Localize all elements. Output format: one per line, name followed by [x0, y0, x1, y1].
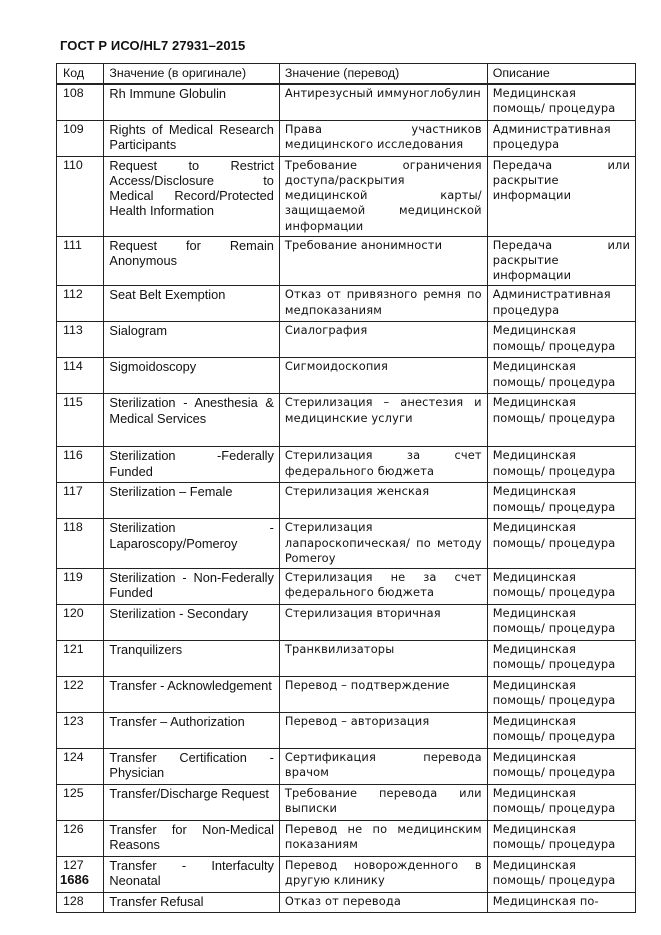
cell-code: 123 [57, 712, 104, 748]
cell-translation: Права участников медицинского исследования [279, 120, 487, 156]
cell-translation: Отказ от привязного ремня по медпоказаниям [279, 286, 487, 322]
cell-translation: Перевод новорожденного в другую клинику [279, 856, 487, 892]
cell-code: 121 [57, 640, 104, 676]
cell-description: Медицинская помощь/ процедура [487, 483, 635, 519]
column-header-translation: Значение (перевод) [279, 64, 487, 85]
cell-description: Медицинская помощь/ процедура [487, 712, 635, 748]
table-row [57, 322, 636, 358]
table-header [57, 64, 636, 85]
cell-original: Transfer – Authorization [104, 712, 280, 748]
cell-translation: Сигмоидоскопия [279, 358, 487, 394]
column-header-code: Код [57, 64, 104, 85]
cell-translation: Перевод – авторизация [279, 712, 487, 748]
cell-translation: Отказ от перевода [279, 892, 487, 912]
cell-description: Медицинская помощь/ процедура [487, 640, 635, 676]
cell-code: 112 [57, 286, 104, 322]
table-row [57, 358, 636, 394]
cell-code: 108 [57, 84, 104, 120]
cell-original: Transfer - Acknowledgement [104, 676, 280, 712]
cell-translation: Сертификация перевода врачом [279, 748, 487, 784]
codes-table [56, 63, 636, 913]
cell-translation: Перевод не по медицинским показаниям [279, 820, 487, 856]
table-row [57, 676, 636, 712]
table-row [57, 236, 636, 286]
cell-original: Transfer - Interfaculty Neonatal [104, 856, 280, 892]
cell-description: Медицинская помощь/ процедура [487, 394, 635, 447]
cell-description: Медицинская помощь/ процедура [487, 84, 635, 120]
table-row [57, 820, 636, 856]
table-row [57, 447, 636, 483]
cell-original: Sialogram [104, 322, 280, 358]
cell-translation: Перевод – подтверждение [279, 676, 487, 712]
cell-translation: Требование анонимности [279, 236, 487, 286]
table-header-row [57, 64, 636, 85]
cell-translation: Стерилизация за счет федерального бюджета [279, 447, 487, 483]
cell-translation: Антирезусный иммуноглобулин [279, 84, 487, 120]
cell-original: Sterilization – Female [104, 483, 280, 519]
table-row [57, 892, 636, 912]
table-body [57, 84, 636, 912]
table-row [57, 856, 636, 892]
cell-code: 124 [57, 748, 104, 784]
cell-code: 113 [57, 322, 104, 358]
cell-translation: Стерилизация не за счет федерального бюджета [279, 568, 487, 604]
cell-original: Rights of Medical Research Participants [104, 120, 280, 156]
cell-description: Передача или раскрытие информации [487, 236, 635, 286]
cell-description: Медицинская помощь/ процедура [487, 820, 635, 856]
cell-description: Медицинская помощь/ процедура [487, 604, 635, 640]
cell-description: Передача или раскрытие информации [487, 156, 635, 236]
cell-original: Sterilization - Laparoscopy/Pomeroy [104, 519, 280, 569]
cell-translation: Требование перевода или выписки [279, 784, 487, 820]
cell-code: 122 [57, 676, 104, 712]
cell-translation: Транквилизаторы [279, 640, 487, 676]
table-row [57, 568, 636, 604]
cell-code: 118 [57, 519, 104, 569]
cell-original: Rh Immune Globulin [104, 84, 280, 120]
cell-original: Transfer Certification - Physician [104, 748, 280, 784]
cell-description: Медицинская помощь/ процедура [487, 856, 635, 892]
table-row [57, 604, 636, 640]
table-row [57, 84, 636, 120]
cell-original: Transfer Refusal [104, 892, 280, 912]
cell-code: 116 [57, 447, 104, 483]
cell-translation: Стерилизация лапароскопическая/ по методу Pomeroy [279, 519, 487, 569]
cell-code: 110 [57, 156, 104, 236]
cell-description: Медицинская по- [487, 892, 635, 912]
table-row [57, 394, 636, 447]
table-row [57, 712, 636, 748]
cell-description: Медицинская помощь/ процедура [487, 519, 635, 569]
cell-original: Request for Remain Anonymous [104, 236, 280, 286]
cell-code: 114 [57, 358, 104, 394]
cell-original: Seat Belt Exemption [104, 286, 280, 322]
cell-description: Административная процедура [487, 120, 635, 156]
column-header-original: Значение (в оригинале) [104, 64, 280, 85]
cell-original: Transfer/Discharge Request [104, 784, 280, 820]
table-row [57, 286, 636, 322]
table-row [57, 483, 636, 519]
cell-code: 115 [57, 394, 104, 447]
cell-original: Sterilization -Federally Funded [104, 447, 280, 483]
cell-translation: Стерилизация женская [279, 483, 487, 519]
cell-description: Медицинская помощь/ процедура [487, 358, 635, 394]
cell-description: Медицинская помощь/ процедура [487, 322, 635, 358]
cell-code: 126 [57, 820, 104, 856]
cell-description: Административная процедура [487, 286, 635, 322]
cell-code: 120 [57, 604, 104, 640]
cell-description: Медицинская помощь/ процедура [487, 784, 635, 820]
cell-code: 111 [57, 236, 104, 286]
cell-original: Request to Restrict Access/Disclosure to Medical Record/Protected Health Information [104, 156, 280, 236]
cell-original: Sterilization - Non-Federally Funded [104, 568, 280, 604]
cell-original: Tranquilizers [104, 640, 280, 676]
cell-code: 127 [57, 856, 104, 892]
table-row [57, 640, 636, 676]
cell-description: Медицинская помощь/ процедура [487, 447, 635, 483]
cell-translation: Стерилизация – анестезия и медицинские услуги [279, 394, 487, 447]
cell-code: 117 [57, 483, 104, 519]
cell-translation: Сиалография [279, 322, 487, 358]
cell-description: Медицинская помощь/ процедура [487, 748, 635, 784]
cell-original: Sterilization - Anesthesia & Medical Services [104, 394, 280, 447]
cell-code: 109 [57, 120, 104, 156]
table-row [57, 784, 636, 820]
table-row [57, 519, 636, 569]
cell-original: Sigmoidoscopy [104, 358, 280, 394]
page-number: 1686 [60, 872, 89, 887]
cell-code: 119 [57, 568, 104, 604]
table-row [57, 156, 636, 236]
cell-description: Медицинская помощь/ процедура [487, 568, 635, 604]
table-row [57, 748, 636, 784]
cell-translation: Требование ограничения доступа/раскрытия медицинской карты/защищаемой медицинской информации [279, 156, 487, 236]
cell-description: Медицинская помощь/ процедура [487, 676, 635, 712]
column-header-description: Описание [487, 64, 635, 85]
cell-code: 128 [57, 892, 104, 912]
document-header: ГОСТ Р ИСО/HL7 27931–2015 [60, 38, 246, 53]
cell-translation: Стерилизация вторичная [279, 604, 487, 640]
table-row [57, 120, 636, 156]
cell-code: 125 [57, 784, 104, 820]
cell-original: Sterilization - Secondary [104, 604, 280, 640]
cell-original: Transfer for Non-Medical Reasons [104, 820, 280, 856]
